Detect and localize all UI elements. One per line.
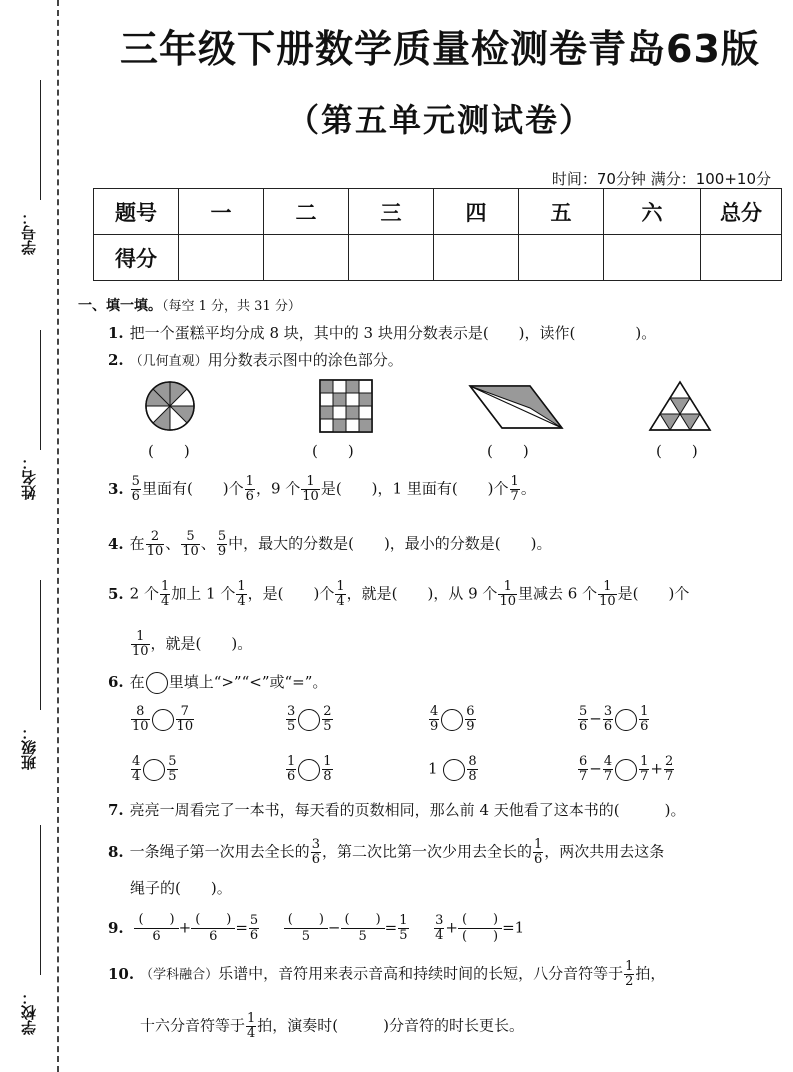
denominator: 5 bbox=[323, 719, 332, 734]
fraction bbox=[131, 630, 150, 659]
question-number: 5. bbox=[108, 584, 124, 603]
question-text: 加上 1 个 bbox=[171, 584, 236, 603]
numerator: 1 bbox=[160, 579, 170, 594]
denominator: 10 bbox=[499, 594, 516, 609]
denominator: 4 bbox=[237, 594, 246, 609]
separator: 、 bbox=[200, 534, 216, 553]
question-text: 拍，演奏时( )分音符的时长更长。 bbox=[257, 1016, 525, 1035]
question-text: 是( )个 bbox=[617, 584, 690, 603]
compare-circle[interactable] bbox=[298, 759, 320, 781]
question-text: ，9 个 bbox=[255, 479, 301, 498]
fraction bbox=[131, 705, 150, 734]
numerator: 1 bbox=[247, 1011, 256, 1026]
score-row-label: 得分 bbox=[94, 235, 179, 281]
fraction bbox=[639, 755, 649, 784]
question-5 bbox=[108, 580, 689, 609]
numerator: 1 bbox=[287, 754, 296, 769]
denominator: 9 bbox=[430, 719, 439, 734]
answer-blank[interactable]: ( ) bbox=[148, 442, 190, 460]
answer-blank[interactable]: ( ) bbox=[312, 442, 354, 460]
fraction bbox=[398, 914, 408, 943]
denominator: 10 bbox=[132, 644, 149, 659]
plus-sign: + bbox=[445, 918, 458, 937]
denominator: 7 bbox=[510, 489, 519, 504]
compare-circle[interactable] bbox=[298, 709, 320, 731]
question-text: ，第二次比第一次少用去全长的 bbox=[321, 842, 532, 861]
time-info: 时间：70分钟 满分：100+10分 bbox=[551, 170, 771, 188]
numerator: 5 bbox=[181, 530, 200, 545]
numerator: 1 bbox=[245, 474, 254, 489]
question-text: 一条绳子第一次用去全长的 bbox=[129, 842, 310, 861]
denominator: 6 bbox=[131, 489, 140, 504]
numerator: 6 bbox=[579, 754, 588, 769]
score-header-cell: 一 bbox=[179, 189, 264, 235]
comparison-item bbox=[577, 755, 675, 784]
question-text: 在 bbox=[129, 673, 145, 691]
section-note: （每空 1 分，共 31 分） bbox=[162, 299, 301, 314]
question-text: 。 bbox=[520, 479, 536, 498]
fraction bbox=[434, 914, 444, 943]
score-header-cell: 五 bbox=[519, 189, 604, 235]
class-label: 班级： bbox=[20, 725, 38, 770]
question-5-cont bbox=[130, 630, 252, 659]
fraction bbox=[146, 530, 165, 559]
question-tag: （几何直观） bbox=[129, 354, 208, 369]
question-text: 里面有( )个 bbox=[141, 479, 244, 498]
equals-sign: = bbox=[235, 918, 248, 937]
question-7 bbox=[108, 800, 685, 820]
parallelogram-figure bbox=[470, 386, 562, 428]
blank-fraction bbox=[284, 912, 328, 945]
student-name-line bbox=[40, 330, 41, 450]
student-name-field[interactable] bbox=[18, 330, 44, 520]
question-9 bbox=[108, 912, 524, 945]
fraction bbox=[167, 755, 177, 784]
comparison-item bbox=[130, 705, 195, 734]
fraction bbox=[498, 580, 517, 609]
denominator: 10 bbox=[182, 544, 199, 559]
denominator: 4 bbox=[336, 594, 345, 609]
score-header-cell: 三 bbox=[349, 189, 434, 235]
fraction bbox=[322, 755, 332, 784]
numerator: 3 bbox=[287, 704, 296, 719]
question-8 bbox=[108, 838, 664, 867]
fraction bbox=[286, 705, 296, 734]
question-4 bbox=[108, 530, 552, 559]
question-text: ，就是( )，从 9 个 bbox=[346, 584, 498, 603]
numerator: 4 bbox=[603, 754, 613, 769]
student-id-label: 学号： bbox=[20, 210, 38, 255]
question-number: 4. bbox=[108, 534, 124, 553]
numerator: 5 bbox=[249, 913, 259, 928]
section-heading bbox=[78, 295, 301, 315]
fraction bbox=[131, 755, 141, 784]
denominator: 7 bbox=[665, 769, 674, 784]
school-label: 学校： bbox=[20, 990, 38, 1035]
blank-numerator[interactable]: ( ) bbox=[458, 912, 502, 929]
numerator: 2 bbox=[323, 704, 332, 719]
denominator: 6 bbox=[245, 489, 254, 504]
denominator: 6 bbox=[152, 929, 161, 944]
operator: + bbox=[650, 759, 663, 778]
denominator: 9 bbox=[466, 719, 475, 734]
blank-numerator[interactable]: ( ) bbox=[191, 912, 235, 929]
fraction bbox=[160, 580, 170, 609]
score-header-cell: 题号 bbox=[94, 189, 179, 235]
page-title: 三年级下册数学质量检测卷青岛63版 bbox=[120, 27, 760, 71]
question-tag: （学科融合） bbox=[140, 967, 219, 983]
circle-figure bbox=[146, 382, 194, 430]
denominator: 8 bbox=[468, 769, 477, 784]
question-3 bbox=[108, 475, 536, 504]
question-text: ，两次共用去这条 bbox=[544, 842, 665, 861]
question-number: 1. bbox=[108, 324, 124, 342]
denominator: 6 bbox=[209, 929, 218, 944]
denominator: 5 bbox=[168, 769, 177, 784]
denominator: 4 bbox=[132, 769, 141, 784]
numerator: 1 bbox=[598, 580, 617, 595]
denominator: 4 bbox=[160, 594, 170, 609]
fraction bbox=[176, 705, 195, 734]
fraction bbox=[639, 705, 649, 734]
question-text: 里减去 6 个 bbox=[517, 584, 598, 603]
numerator: 2 bbox=[146, 530, 165, 545]
fraction bbox=[131, 475, 141, 504]
denominator: 6 bbox=[287, 769, 296, 784]
question-text: ，就是( )。 bbox=[150, 634, 253, 653]
numerator: 4 bbox=[430, 704, 439, 719]
numerator: 1 bbox=[336, 579, 345, 594]
denominator: 6 bbox=[640, 719, 649, 734]
compare-circle[interactable] bbox=[143, 759, 165, 781]
school-line bbox=[40, 825, 41, 975]
question-number: 6. bbox=[108, 673, 124, 691]
school-field[interactable] bbox=[18, 825, 44, 1035]
question-number: 3. bbox=[108, 479, 124, 498]
fraction bbox=[467, 755, 477, 784]
question-number: 2. bbox=[108, 351, 124, 369]
result-value: 1 bbox=[514, 918, 525, 937]
numerator: 1 bbox=[323, 754, 332, 769]
question-1 bbox=[108, 323, 656, 343]
fraction bbox=[249, 914, 259, 943]
denominator: 4 bbox=[435, 928, 444, 943]
score-header-cell: 四 bbox=[434, 189, 519, 235]
section-title: 一、填一填。 bbox=[78, 298, 162, 314]
score-cell[interactable] bbox=[349, 235, 434, 281]
numerator: 1 bbox=[533, 837, 543, 852]
numerator: 4 bbox=[132, 754, 141, 769]
comparison-item bbox=[428, 705, 477, 734]
fraction bbox=[533, 838, 543, 867]
fraction bbox=[322, 705, 332, 734]
fraction bbox=[429, 705, 439, 734]
score-cell[interactable] bbox=[434, 235, 519, 281]
triangle-figure bbox=[650, 382, 710, 430]
blank-fraction bbox=[134, 912, 178, 945]
page-subtitle: （第五单元测试卷） bbox=[286, 101, 593, 139]
score-cell[interactable] bbox=[701, 235, 782, 281]
numerator: 1 bbox=[131, 630, 150, 645]
class-line bbox=[40, 580, 41, 710]
score-cell[interactable] bbox=[604, 235, 701, 281]
whole-number: 1 bbox=[428, 759, 438, 778]
score-table bbox=[93, 188, 782, 281]
minus-sign: − bbox=[327, 918, 341, 937]
score-cell[interactable] bbox=[264, 235, 349, 281]
q2-figures bbox=[140, 378, 760, 436]
fraction bbox=[286, 755, 296, 784]
numerator: 7 bbox=[176, 705, 195, 720]
question-number: 7. bbox=[108, 801, 124, 819]
question-text: 乐谱中，音符用来表示音高和持续时间的长短，八分音符等于 bbox=[218, 964, 624, 983]
fraction bbox=[510, 475, 520, 504]
denominator: 6 bbox=[603, 719, 613, 734]
numerator: 6 bbox=[466, 704, 475, 719]
numerator: 5 bbox=[579, 704, 588, 719]
comparison-item bbox=[285, 705, 334, 734]
numerator: 8 bbox=[468, 754, 477, 769]
compare-circle[interactable] bbox=[441, 709, 463, 731]
blank-numerator[interactable]: ( ) bbox=[341, 912, 385, 929]
question-number: 10. bbox=[108, 964, 135, 983]
separator: 、 bbox=[165, 534, 181, 553]
fraction bbox=[335, 580, 345, 609]
question-text: 在 bbox=[129, 534, 145, 553]
binding-dashed-line bbox=[57, 0, 59, 1072]
fraction bbox=[603, 705, 613, 734]
score-cell[interactable] bbox=[179, 235, 264, 281]
question-number: 9. bbox=[108, 918, 124, 937]
numerator: 3 bbox=[311, 837, 320, 852]
fraction bbox=[311, 838, 321, 867]
numerator: 1 bbox=[510, 474, 519, 489]
circle-icon bbox=[146, 672, 168, 694]
compare-circle[interactable] bbox=[615, 759, 637, 781]
denominator: 10 bbox=[302, 489, 319, 504]
score-table-header-row bbox=[94, 189, 782, 235]
fraction bbox=[236, 580, 246, 609]
numerator: 1 bbox=[237, 579, 246, 594]
numerator: 3 bbox=[435, 913, 444, 928]
score-header-cell: 二 bbox=[264, 189, 349, 235]
denominator: 5 bbox=[399, 928, 408, 943]
comparison-item bbox=[285, 755, 334, 784]
grid-figure bbox=[320, 380, 372, 432]
fraction bbox=[246, 1012, 256, 1041]
class-field[interactable] bbox=[18, 580, 44, 780]
denominator: 10 bbox=[146, 544, 164, 559]
numerator: 2 bbox=[665, 754, 674, 769]
operator: − bbox=[589, 709, 602, 728]
numerator: 1 bbox=[625, 959, 634, 974]
numerator: 3 bbox=[603, 704, 613, 719]
denominator: 5 bbox=[358, 929, 367, 944]
question-2 bbox=[108, 350, 403, 372]
fraction bbox=[664, 755, 674, 784]
blank-fraction bbox=[341, 912, 385, 945]
fraction bbox=[465, 705, 475, 734]
question-text: 拍， bbox=[635, 964, 666, 983]
denominator: 10 bbox=[176, 719, 194, 734]
student-id-line bbox=[40, 80, 41, 200]
denominator: 7 bbox=[640, 769, 649, 784]
compare-circle[interactable] bbox=[443, 759, 465, 781]
denominator: 5 bbox=[301, 929, 310, 944]
blank-numerator[interactable]: ( ) bbox=[134, 912, 178, 929]
denominator: 10 bbox=[132, 719, 149, 734]
numerator: 8 bbox=[131, 705, 150, 720]
denominator: 4 bbox=[247, 1026, 256, 1041]
question-10-cont bbox=[140, 1012, 524, 1041]
score-header-cell: 六 bbox=[604, 189, 701, 235]
question-8-cont bbox=[130, 878, 232, 898]
fraction bbox=[624, 960, 634, 989]
numerator: 1 bbox=[301, 475, 320, 490]
numerator: 1 bbox=[399, 913, 408, 928]
fraction bbox=[217, 530, 227, 559]
blank-numerator[interactable]: ( ) bbox=[284, 912, 328, 929]
denominator: 6 bbox=[311, 852, 320, 867]
numerator: 5 bbox=[217, 529, 227, 544]
denominator: 6 bbox=[579, 719, 588, 734]
fraction bbox=[603, 755, 613, 784]
denominator: 6 bbox=[533, 852, 543, 867]
question-text: 把一个蛋糕平均分成 8 块，其中的 3 块用分数表示是( )，读作( )。 bbox=[129, 324, 657, 342]
denominator: 7 bbox=[603, 769, 613, 784]
equals-sign: = bbox=[384, 918, 398, 937]
denominator: 9 bbox=[217, 544, 227, 559]
fraction bbox=[301, 475, 320, 504]
fraction bbox=[181, 530, 200, 559]
fraction bbox=[245, 475, 255, 504]
score-header-cell: 总分 bbox=[701, 189, 782, 235]
compare-circle[interactable] bbox=[615, 709, 637, 731]
blank-fraction bbox=[191, 912, 235, 945]
plus-sign: + bbox=[178, 918, 192, 937]
question-text: 用分数表示图中的涂色部分。 bbox=[207, 351, 403, 369]
question-10 bbox=[108, 960, 665, 989]
numerator: 1 bbox=[640, 754, 649, 769]
question-number: 8. bbox=[108, 842, 124, 861]
question-text: 里填上“>”“<”或“=”。 bbox=[168, 673, 328, 691]
question-text: 十六分音符等于 bbox=[140, 1016, 246, 1035]
fraction bbox=[578, 755, 588, 784]
comparison-item bbox=[577, 705, 650, 734]
student-name-label: 姓名： bbox=[20, 455, 38, 500]
answer-blank[interactable]: ( ) bbox=[487, 442, 529, 460]
blank-fraction bbox=[458, 912, 502, 945]
blank-denominator[interactable]: ( ) bbox=[461, 929, 499, 944]
question-text: 绳子的( )。 bbox=[130, 879, 232, 897]
question-text: 中，最大的分数是( )，最小的分数是( )。 bbox=[228, 534, 552, 553]
fraction bbox=[578, 705, 588, 734]
fraction bbox=[598, 580, 617, 609]
question-text: ，是( )个 bbox=[247, 584, 335, 603]
denominator: 2 bbox=[625, 974, 634, 989]
denominator: 5 bbox=[287, 719, 296, 734]
denominator: 6 bbox=[249, 928, 259, 943]
denominator: 8 bbox=[323, 769, 332, 784]
comparison-item bbox=[130, 755, 179, 784]
question-text: 2 个 bbox=[129, 584, 159, 603]
numerator: 1 bbox=[640, 704, 649, 719]
score-table-score-row bbox=[94, 235, 782, 281]
equals-sign: = bbox=[502, 918, 515, 937]
denominator: 7 bbox=[579, 769, 588, 784]
student-id-field[interactable] bbox=[18, 80, 44, 280]
numerator: 5 bbox=[131, 474, 140, 489]
numerator: 5 bbox=[168, 754, 177, 769]
question-text: 亮亮一周看完了一本书，每天看的页数相同，那么前 4 天他看了这本书的( )。 bbox=[129, 801, 686, 819]
comparison-item bbox=[428, 755, 479, 784]
question-text: 是( )，1 里面有( )个 bbox=[320, 479, 509, 498]
compare-circle[interactable] bbox=[152, 709, 174, 731]
answer-blank[interactable]: ( ) bbox=[656, 442, 698, 460]
numerator: 1 bbox=[498, 580, 517, 595]
operator: − bbox=[589, 759, 602, 778]
denominator: 10 bbox=[599, 594, 616, 609]
question-6 bbox=[108, 672, 327, 694]
score-cell[interactable] bbox=[519, 235, 604, 281]
